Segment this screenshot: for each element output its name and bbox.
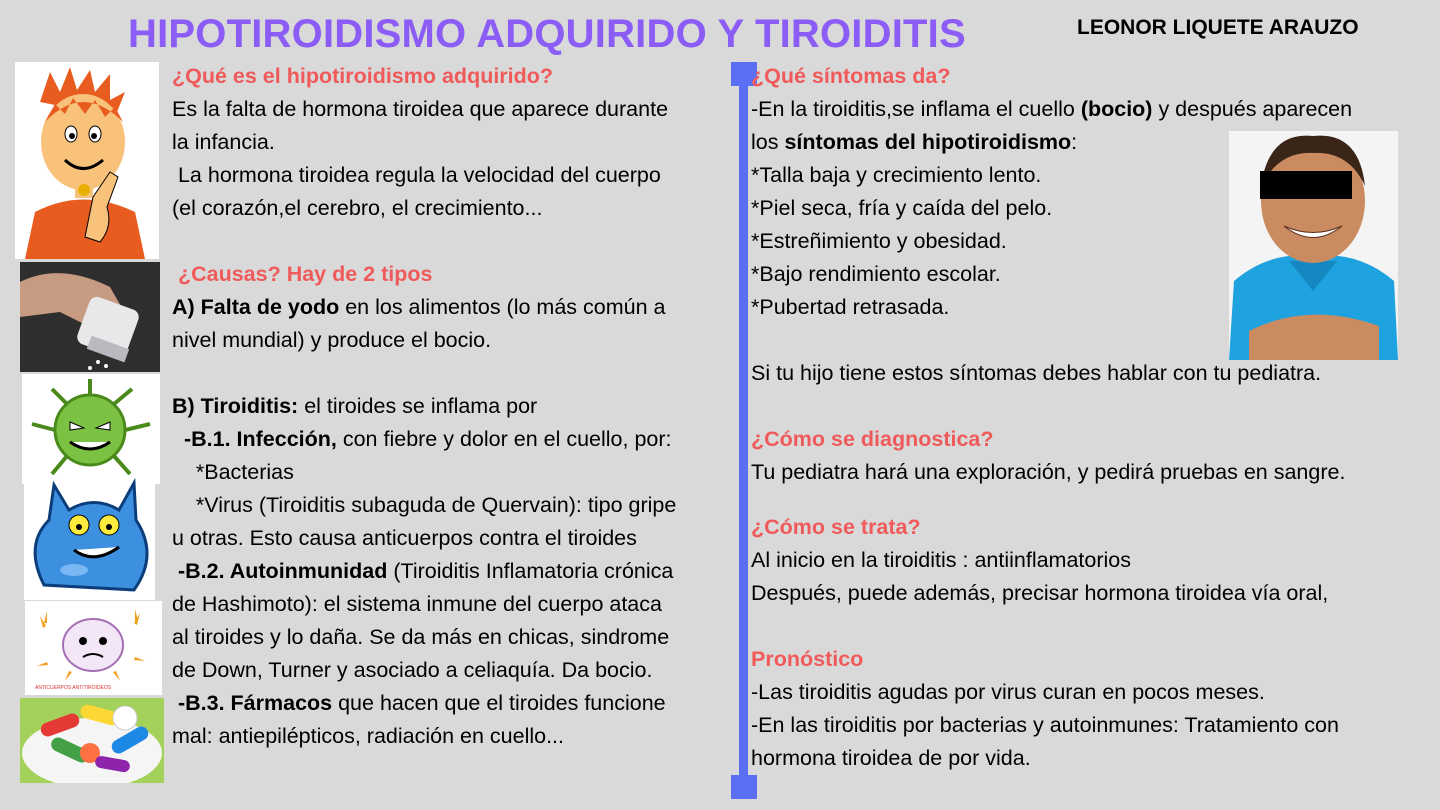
text-line: -En las tiroiditis por bacterias y autoinmunes: Tratamiento con: [751, 713, 1339, 737]
text-line: *Virus (Tiroiditis subaguda de Quervain): tipo gripe: [172, 493, 677, 517]
page-title: HIPOTIROIDISMO ADQUIRIDO Y TIROIDITIS: [128, 12, 966, 56]
column-divider: [739, 62, 748, 798]
heading-treatment: ¿Cómo se trata?: [751, 515, 921, 539]
child-photo: [1229, 131, 1398, 360]
cause-b3: -B.3. Fármacos que hacen que el tiroides funcione: [172, 691, 666, 715]
divider-cap-bottom: [731, 775, 757, 799]
cartoon-boy-image: [15, 62, 159, 259]
text-line: al tiroides y lo daña. Se da más en chicas, sindrome: [172, 625, 670, 649]
antibodies-caption: ANTICUERPOS ANTITIROIDEOS: [35, 685, 112, 691]
text-line: Tu pediatra hará una exploración, y pedirá pruebas en sangre.: [751, 460, 1346, 484]
text-line: nivel mundial) y produce el bocio.: [172, 328, 492, 352]
cause-b: B) Tiroiditis: el tiroides se inflama por: [172, 394, 538, 418]
heading-prognosis: Pronóstico: [751, 647, 864, 671]
cause-a: A) Falta de yodo en los alimentos (lo más común a: [172, 295, 666, 319]
text-line: de Hashimoto): el sistema inmune del cuerpo ataca: [172, 592, 662, 616]
heading-symptoms: ¿Qué síntomas da?: [751, 64, 951, 88]
symptom-item: *Piel seca, fría y caída del pelo.: [751, 196, 1053, 220]
left-column: [172, 60, 732, 753]
text-line: La hormona tiroidea regula la velocidad del cuerpo: [172, 163, 661, 187]
blue-monster-image: [24, 475, 155, 600]
text-line: u otras. Esto causa anticuerpos contra el tiroides: [172, 526, 637, 550]
symptoms-intro: -En la tiroiditis,se inflama el cuello (bocio) y después aparecen: [751, 97, 1353, 121]
text-line: mal: antiepilépticos, radiación en cuello...: [172, 724, 564, 748]
text-line: *Bacterias: [172, 460, 294, 484]
text-line: de Down, Turner y asociado a celiaquía. Da bocio.: [172, 658, 653, 682]
cause-b2: -B.2. Autoinmunidad (Tiroiditis Inflamatoria crónica: [172, 559, 674, 583]
cause-b1: -B.1. Infección, con fiebre y dolor en el cuello, por:: [172, 427, 672, 451]
text-line: Después, puede además, precisar hormona tiroidea vía oral,: [751, 581, 1329, 605]
text-line: hormona tiroidea de por vida.: [751, 746, 1031, 770]
text-line: (el corazón,el cerebro, el crecimiento...: [172, 196, 543, 220]
salt-shaker-image: [20, 262, 160, 372]
antibodies-image: [25, 601, 162, 695]
text-line: -Las tiroiditis agudas por virus curan en pocos meses.: [751, 680, 1265, 704]
symptom-item: *Estreñimiento y obesidad.: [751, 229, 1007, 253]
text-line: la infancia.: [172, 130, 275, 154]
heading-diagnosis: ¿Cómo se diagnostica?: [751, 427, 994, 451]
text-line: Si tu hijo tiene estos síntomas debes hablar con tu pediatra.: [751, 361, 1322, 385]
heading-causes: ¿Causas? Hay de 2 tipos: [172, 262, 433, 286]
eye-censor-bar: [1260, 171, 1352, 199]
author-name: LEONOR LIQUETE ARAUZO: [1077, 16, 1359, 39]
symptom-item: *Bajo rendimiento escolar.: [751, 262, 1001, 286]
text-line: Al inicio en la tiroiditis : antiinflamatorios: [751, 548, 1131, 572]
heading-what-is: ¿Qué es el hipotiroidismo adquirido?: [172, 64, 554, 88]
symptoms-intro-2: los síntomas del hipotiroidismo:: [751, 130, 1078, 154]
pills-image: [20, 698, 164, 783]
symptom-item: *Talla baja y crecimiento lento.: [751, 163, 1042, 187]
text-line: Es la falta de hormona tiroidea que aparece durante: [172, 97, 669, 121]
symptom-item: *Pubertad retrasada.: [751, 295, 950, 319]
virus-image: [22, 374, 160, 484]
